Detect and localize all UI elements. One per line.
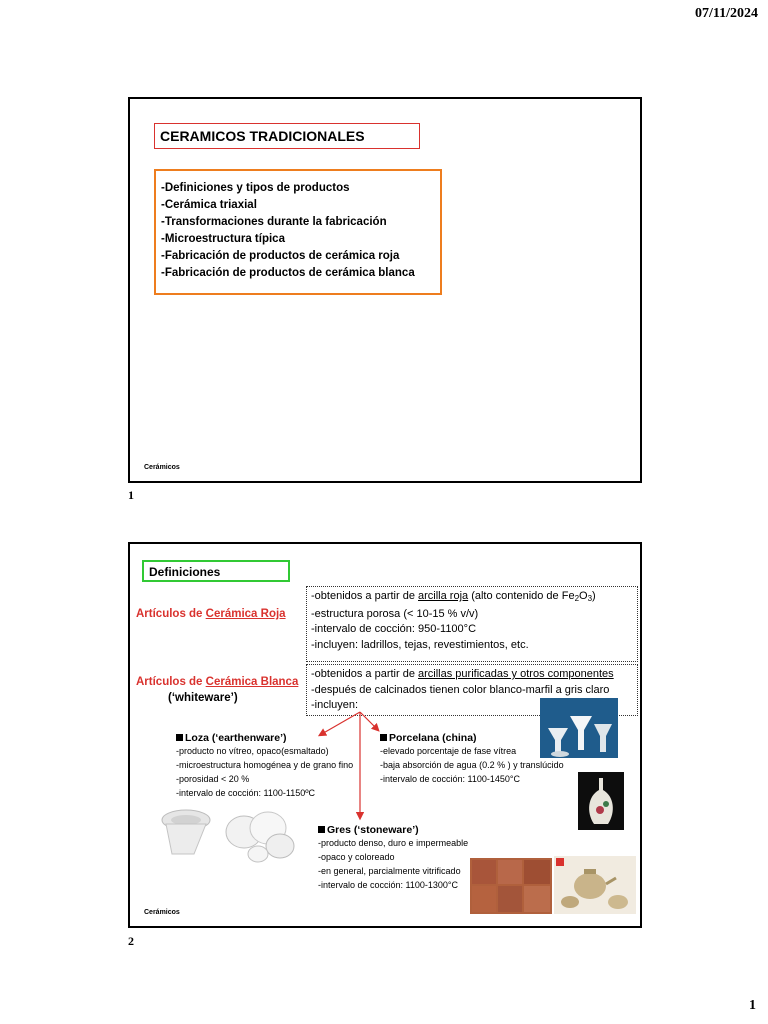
- loza-line: -microestructura homogénea y de grano fino: [176, 760, 354, 770]
- page-number: 1: [749, 998, 756, 1013]
- heading-prefix: Artículos de: [136, 608, 206, 620]
- stoneware-teaset-image: [554, 856, 636, 914]
- porcelana-line: -elevado porcentaje de fase vítrea: [380, 746, 517, 756]
- gres-line: -en general, parcialmente vitrificado: [318, 866, 461, 876]
- porcelana-line: -intervalo de cocción: 1100-1450°C: [380, 774, 521, 784]
- gres-heading: Gres (‘stoneware’): [318, 824, 468, 836]
- heading-prefix: Artículos de: [136, 676, 206, 688]
- roja-line-3: -intervalo de cocción: 950-1100°C: [311, 623, 477, 635]
- heading-term: Cerámica Blanca: [205, 676, 299, 688]
- bullet-square-icon: [176, 734, 183, 741]
- porcelana-heading: Porcelana (china): [380, 732, 564, 744]
- loza-line: -porosidad < 20 %: [176, 774, 250, 784]
- heading-term: Cerámica Roja: [205, 608, 286, 620]
- blanca-line-1: -obtenidos a partir de arcillas purificadas y otros componentes: [311, 668, 614, 680]
- slide-1: [128, 97, 642, 483]
- blanca-line-2: -después de calcinados tienen color blanco-marfil a gris claro: [311, 683, 610, 696]
- loza-line: -producto no vítreo, opaco(esmaltado): [176, 746, 329, 756]
- loza-line: -intervalo de cocción: 1100-1150ºC: [176, 788, 316, 798]
- topic-item: -Transformaciones durante la fabricación: [161, 216, 387, 228]
- slide-number: 2: [128, 934, 134, 948]
- roja-line-4: -incluyen: ladrillos, tejas, revestimientos, etc.: [311, 638, 529, 651]
- bullet-square-icon: [380, 734, 387, 741]
- topic-item: -Cerámica triaxial: [161, 199, 257, 211]
- topic-item: -Fabricación de productos de cerámica roja: [161, 250, 400, 262]
- loza-section: [176, 732, 353, 800]
- topic-item: -Microestructura típica: [161, 233, 285, 245]
- slide-title-box: [154, 123, 420, 149]
- gres-line: -opaco y coloreado: [318, 852, 395, 862]
- whiteware-subtitle: (‘whiteware’): [168, 692, 238, 704]
- blanca-line-3: -incluyen:: [311, 699, 359, 711]
- roja-line-1: -obtenidos a partir de arcilla roja (alto contenido de $Fe_2O_3$): [311, 590, 596, 603]
- earthenware-dishes-image: [222, 806, 298, 868]
- loza-heading: Loza (‘earthenware’): [176, 732, 353, 744]
- slide-title: CERAMICOS TRADICIONALES: [160, 128, 365, 144]
- header-date: 07/11/2024: [694, 6, 758, 21]
- toilet-image: [152, 802, 214, 862]
- topic-item: -Fabricación de productos de cerámica blanca: [161, 267, 415, 279]
- porcelana-line: -baja absorción de agua (0.2 % ) y translúcido: [380, 760, 564, 770]
- porcelain-labware-image: [540, 698, 618, 758]
- slide-footer: Cerámicos: [144, 464, 180, 471]
- roja-line-2: -estructura porosa (< 10-15 % v/v): [311, 607, 479, 620]
- porcelana-section: [380, 732, 564, 786]
- gres-line: -producto denso, duro e impermeable: [318, 838, 469, 848]
- slide-2: [128, 542, 642, 928]
- stoneware-tiles-image: [470, 858, 552, 914]
- porcelain-vase-image: [578, 772, 624, 830]
- gres-line: -intervalo de cocción: 1100-1300°C: [318, 880, 459, 890]
- bullet-square-icon: [318, 826, 325, 833]
- slide-number: 1: [128, 488, 134, 502]
- topics-box: [154, 169, 442, 295]
- topic-item: -Definiciones y tipos de productos: [161, 182, 350, 194]
- slide-footer: Cerámicos: [144, 909, 180, 916]
- gres-section: [318, 824, 468, 892]
- slide-title: Definiciones: [149, 565, 221, 579]
